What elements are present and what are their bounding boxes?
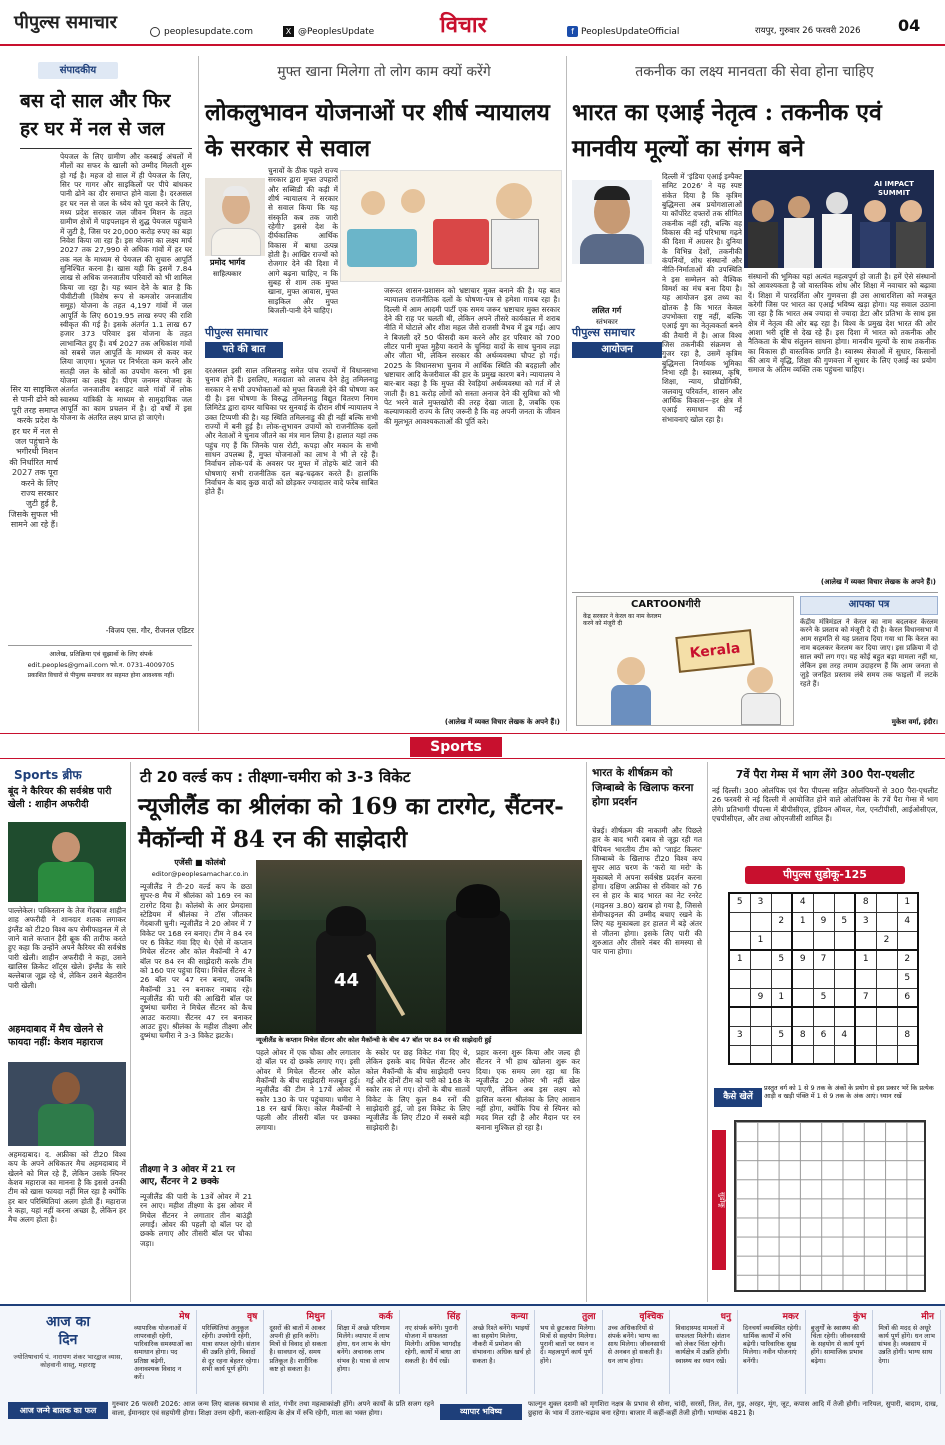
sudoku-cell	[855, 931, 876, 950]
brief2-headline: अहमदाबाद में मैच खेलने से फायदा नहीं: केशव महाराज	[8, 1024, 103, 1048]
rashi-text: परिस्थितियां अनुकूल रहेंगी। उपयोगी रहेगी, यात्रा सफल रहेगी। संतान की उन्नति होगी, विवादों से दूर रहना बेहतर रहेगा। सभी कार्य पूर्ण होंगे।	[201, 1324, 260, 1373]
cartoon-sign	[675, 629, 754, 673]
ai-summit-caption: AI IMPACT SUMMIT	[874, 180, 914, 197]
rashi-text: बुजुर्गों के स्वास्थ्य की चिंता रहेगी। जीवनसाथी के सहयोग से कार्य पूर्ण होंगे। सामाजिक प्रभाव बढ़ेगा।	[810, 1324, 866, 1365]
rashi-text: भय से छुटकारा मिलेगा। मित्रों से सहयोग मिलेगा। पुरानी बातों पर ध्यान न दें। महत्वपूर्ण कार्य पूर्ण होंगे।	[540, 1324, 597, 1365]
sudoku-cell	[729, 912, 750, 931]
sudoku-cell	[771, 931, 792, 950]
sudoku-cell: 9	[792, 950, 813, 969]
editorial-body: पेयजल के लिए ग्रामीण और कस्बाई अंचलों में मीलों का सफर के खाली को उम्मीद मिलती शुरू हो गई है। महज दो साल में ही पेयजल के लिए, सिर पर गागर और साइकिलों पर पीपे बांधकर पानी ढोने का दौर समाप्त होने वाला है। दरअसल हर घर नल से जल के ध्येय को पूरा करने के लिए, मध्य प्रदेश सरकार जल जीवन मिशन के तहत ग्रामीण क्षेत्रों में पाइपलाइन से शुद्ध पेयजल पहुंचाने में जुटी है, जिस पर 20,000 करोड़ रुपए का बड़ा निवेश किया जा रहा है। इस योजना का लक्ष्य मार्च 2027 तक 27,990 से अधिक गांवों में हर घर तक नल के माध्यम से पेयजल की सुचारु आपूर्ति सुनिश्चित करना है। खास यही कि इसमें 7.84 लाख से अधिक जनजातीय परिवारों को भी शामिल किया जा रहा है। यह ध्यान देने के बात है कि पीवीटीजी (विशेष रूप से कमजोर जनजातीय समूह) योजना के तहत 4,197 गांवों में जल आपूर्ति के लिए 6019.95 लाख रुपए की राशि स्वीकृत की गई है। इसके अंतर्गत 1.1 लाख 67 हजार 373 परिवार इस योजना के तहत लाभान्वित हुए हैं। वर्ष 2027 तक अधिकांश गांवों को सबसे जल आपूर्ति के माध्यम से कवर कर लिया जाएगा। भूजल पर निर्भरता कम करने और सतही जल के स्रोतों का उपयोग करना भी इस योजना का लक्ष्य है। पीएम जनमन योजना के अंतर्गत जनजातीय बसाहट वाले गांवों में लोक स्वास्थ्य यांत्रिकी के माध्यम से सामुदायिक जल आपूर्ति का काम प्रचलन में है। दो वर्षों में इस योजना के अंतरित लक्ष्य प्राप्त हो जाएंगे।	[60, 152, 192, 423]
rashi-name: कर्क	[378, 1312, 393, 1322]
sudoku-cell: 1	[771, 988, 792, 1007]
cartoon-box	[576, 596, 794, 726]
sudoku-cell	[792, 931, 813, 950]
facebook-icon: f	[567, 26, 578, 37]
sudoku-cell: 1	[897, 893, 918, 912]
rashi-text: व्यापारिक योजनाओं में लापरवाही रहेगी, पारिवारिक समस्याओं का समाधान होगा। पद प्रतिष्ठा बढ़ेगी, अनावश्यक विवाद न करें।	[134, 1324, 193, 1381]
sudoku-cell	[813, 893, 834, 912]
sudoku-row	[729, 912, 918, 931]
sudoku-cell	[855, 969, 876, 988]
horoscope-title-box	[8, 1314, 128, 1392]
ai-summit-photo	[744, 170, 934, 268]
sports-col4: के स्कोर पर छह विकेट गंवा दिए थे, लेकिन इसके बाद मिचेल सैंटनर और कोल मैकॉन्ची के बीच साझेदारी पनप गई और दोनों टीम को पारी को 168 के स्कोर तक ले गए। दोनों के बीच सातवें विकेट के लिए कुल 84 रनों की साझेदारी हुई, जो इस विकेट के लिए न्यूजीलैंड के लिए टी20 में सबसे बड़ी साझेदारी है।	[366, 1048, 470, 1132]
sudoku-cell	[729, 988, 750, 1007]
sudoku-cell: 1	[750, 931, 771, 950]
sudoku-cell	[834, 931, 855, 950]
rashi-name: मिथुन	[306, 1312, 325, 1322]
sudoku-cell	[834, 988, 855, 1007]
sudoku-cell: 3	[855, 912, 876, 931]
sudoku-cell	[834, 1007, 855, 1026]
sudoku-cell: 7	[855, 988, 876, 1007]
brief1-body: पाल्लेकेल। पाकिस्तान के तेज गेंदबाज शाहीन शाह अफरीदी ने शानदार शतक लगाकर इंग्लैंड को टी20 विश्व कप सेमीफाइनल में ले जाने वाले कप्तान हैरी ब्रूक की तारीफ करते हुए कहा कि उन्होंने अपने कैरियर की सर्वश्रेष्ठ पारी खेली। शाहीन अफरीदी ने कहा, उसने खालिस क्रिकेट शॉट्स खेले। इंग्लैंड के सारे बल्लेबाज जूझ रहे थे, लेकिन उसने बेहतरीन पारी खेली।	[8, 906, 126, 990]
rashi-text: उच्च अधिकारियों से संपर्क बनेंगे। भाग्य का साथ मिलेगा। जीवनसाथी से अनबन हो सकती है। धन लाभ होगा।	[607, 1324, 666, 1365]
sudoku-cell: 8	[792, 1026, 813, 1045]
sudoku-cell: 5	[729, 893, 750, 912]
rashi-text: दिनचर्या व्यवस्थित रहेगी। धार्मिक कार्यों में रुचि बढ़ेगी। पारिवारिक सुख मिलेगा। नवीन योजनाएं बनेंगी।	[743, 1324, 801, 1365]
brief1-headline: बूंद ने कैरियर की सर्वश्रेष्ठ पारी खेली : शाहीन अफरीदी	[8, 786, 112, 810]
rashi-text: मित्रों की मदद से अधूरे कार्य पूर्ण होंगे। धन लाभ संभव है। व्यवसाय में उन्नति होगी। भाग्य साथ देगा।	[878, 1324, 935, 1365]
sudoku-cell	[771, 1007, 792, 1026]
how-to-title: कैसे खेलें	[714, 1088, 762, 1107]
masthead-facebook: PeoplesUpdateOfficial	[581, 27, 680, 37]
rashi-name: वृश्चिक	[639, 1312, 664, 1322]
rashi-name: कन्या	[510, 1312, 528, 1322]
masthead-twitter: @PeoplesUpdate	[298, 27, 375, 37]
sudoku-cell	[897, 1045, 918, 1064]
masthead	[0, 0, 945, 46]
sudoku-cell	[792, 1007, 813, 1026]
astrologer: ज्योतिषाचार्य पं. नारायण शंकर भारद्वाज व्यास, कोहवानी वास्तु, महाराष्ट्र	[13, 1353, 123, 1370]
editorial-pullquote: सिर या साइकिल से पानी ढोने को पूरी तरह समाप्त करके प्रदेश के हर घर में नल से जल पहुंचाने के भगीरथी मिशन की निर्धारित मार्च 2027 तक पूरा करने के लिए राज्य सरकार जुटी हुई है, जिसके सुफल भी सामने आ रहे हैं।	[8, 385, 58, 530]
cartoon-caption: केंद्र सरकार ने केरल का नाम केरलम करने को मंजूरी दी	[583, 613, 662, 628]
cricket-photo-caption: न्यूजीलैंड के कप्तान मिचेल सेंटनर और कोल मैकॉन्ची के बीच 47 बॉल पर 84 रन की साझेदारी हुई	[256, 1036, 492, 1044]
sudoku-cell	[729, 1007, 750, 1026]
column-badge	[205, 326, 283, 362]
cricket-photo: 44	[256, 860, 582, 1034]
rashi-cell	[333, 1310, 400, 1394]
masthead-website: peoplesupdate.com	[164, 27, 253, 37]
sudoku-cell	[876, 1026, 897, 1045]
x-icon: X	[283, 26, 294, 37]
sudoku-cell: 3	[729, 1026, 750, 1045]
rashi-cell	[874, 1310, 941, 1394]
editorial-byline: -विजय एस. गौर, रीजनल एडिटर	[105, 626, 194, 635]
sudoku-cell: 5	[834, 912, 855, 931]
sudoku-cell	[771, 969, 792, 988]
sudoku-cell: 3	[750, 893, 771, 912]
sports-col3: पहले ओवर में एक चौका और लगातार दो बॉल पर दो छक्के लगाए गए। इसी ओवर में मिचेल सैंटनर और कोल मैकॉन्ची के बीच साझेदारी मजबूत हुई। न्यूजीलैंड की टीम ने 17वें ओवर में स्कोर 130 के पार पहुंचाया। चमीरा ने 18 रन खर्च किए। कोल मैकॉन्ची ने पहली और तीसरी बॉल पर छक्का लगाया।	[256, 1048, 360, 1132]
rashi-name: धनु	[720, 1312, 731, 1322]
brief2-body: अहमदाबाद। द. अफ्रीका को टी20 विश्व कप के अपने अधिकतर मैच अहमदाबाद में खेलने को मिल रहे हैं, लेकिन उसके स्पिनर केशव महाराज का मानना है कि इससे उनकी टीम को खास फायदा नहीं मिल रहा है क्योंकि हर बार परिस्थितियां अलग होती हैं। महाराज ने कहा, यहां नहीं करना अच्छा है, लेकिन हर मैच अलग होता है।	[8, 1150, 126, 1225]
rashi-cell	[807, 1310, 874, 1394]
sudoku-row	[729, 988, 918, 1007]
sudoku-cell	[834, 969, 855, 988]
afridi-photo	[8, 822, 126, 902]
sudoku-cell: 5	[897, 969, 918, 988]
sudoku-cell: 9	[750, 988, 771, 1007]
sudoku-cell	[750, 1007, 771, 1026]
sudoku-cell: 2	[876, 931, 897, 950]
sudoku-cell: 8	[855, 893, 876, 912]
sudoku-cell	[813, 1045, 834, 1064]
sudoku-cell	[876, 1045, 897, 1064]
section-title: विचार	[440, 13, 487, 38]
article1-illustration	[340, 170, 562, 282]
sudoku-cell	[855, 1007, 876, 1026]
sudoku-cell: 1	[729, 950, 750, 969]
rashi-cell	[401, 1310, 468, 1394]
author2-role: स्तंभकार	[596, 318, 618, 326]
article2-closing: (आलेख में व्यक्त विचार लेखक के अपने हैं।)	[820, 578, 936, 586]
letters-body: केंद्रीय मंत्रिमंडल ने केरल का नाम बदलकर केरलम करने के प्रस्ताव को मंजूरी दे दी है। केरल विधानसभा में आम सहमति से यह प्रस्ताव दिया गया था कि केरल का नाम बदलकर केरलम कर दिया जाए। इस प्रक्रिया में दो साल क्यों लग गए। यह कोई बहुत बड़ा मामला नहीं था, लेकिन इस तरह तमाम उदाहरण हैं कि आम जनता से जुड़े जनहित प्रस्ताव लंबे समय तक फाइलों में लटके रहते हैं।	[800, 617, 938, 689]
sudoku-cell: 6	[897, 988, 918, 1007]
sudoku-row	[729, 969, 918, 988]
sudoku-cell: 4	[897, 912, 918, 931]
sudoku-cell	[834, 1045, 855, 1064]
rashi-name: तुला	[582, 1312, 596, 1322]
sports-banner: Sports	[410, 737, 502, 757]
sudoku-cell	[876, 950, 897, 969]
sudoku-row	[729, 1026, 918, 1045]
author1-role: साहित्यकार	[213, 270, 242, 278]
para-headline: 7वें पैरा गेम्स में भाग लेंगे 300 पैरा-एथलीट	[735, 768, 915, 781]
letters-title: आपका पत्र	[800, 596, 938, 615]
sudoku-cell	[834, 893, 855, 912]
sudoku-cell	[750, 912, 771, 931]
sudoku-cell: 2	[771, 912, 792, 931]
rashi-text: अच्छे रिश्ते बनेंगे। भाइयों का सहयोग मिलेगा, नौकरी में प्रमोशन की संभावना। अधिक खर्च हो सकता है।	[472, 1324, 531, 1365]
sudoku-cell	[876, 988, 897, 1007]
rashi-cell	[604, 1310, 671, 1394]
article1-col1-intro: चुनावों के ठीक पहले राज्य सरकार द्वारा मुफ्त उपहारों और सब्सिडी की कड़ी में शीर्ष न्यायालय ने सरकार से सवाल किया कि यह संस्कृति कब तक जारी रहेगी? इससे देश के दीर्घकालिक आर्थिक विकास में बाधा उत्पन्न होती है। आखिर राज्यों को रोजगार देने की दिशा में आगे बढ़ना चाहिए, न कि सुबह से शाम तक मुफ्त खाना, मुफ्त आवास, मुफ्त साइकिल और मुफ्त बिजली-पानी देने चाहिए।	[268, 166, 338, 315]
rashi-name: वृष	[247, 1312, 258, 1322]
how-to-text: प्रस्तुत वर्ग को 1 से 9 तक के अंकों के प्रयोग से इस प्रकार भरें कि प्रत्येक आड़ी व खड़ी पंक्ति में 1 से 9 तक के अंक आएं। ध्यान रखें	[764, 1084, 934, 1101]
sudoku-grid-main	[728, 892, 919, 1065]
cartoon-title: CARTOONगीरी	[631, 599, 701, 610]
editorial-tag: संपादकीय	[38, 62, 118, 79]
column-brand: पीपुल्स समाचार	[205, 326, 268, 339]
sudoku-cell: 1	[792, 912, 813, 931]
article1-col2-body: जरूरत शासन-प्रशासन को भ्रष्टाचार मुक्त बनाने की है। यह बात न्यायालय राजनीतिक दलों के घोषणा-पत्र से हमेशा गायब रहा है। दिल्ली में आम आदमी पार्टी एक समय जरूर भ्रष्टाचार मुक्त सरकार देने की राह पर चलती थी, लेकिन अपने तीसरे कार्यकाल में शराब नीति में घोटाले और शीश महल जैसे राजसी वैभव में डूब गई। आप ने बिजली दरें 50 फीसदी कम करने और हर परिवार को 700 लीटर पानी मुफ्त मुहैया कराने के चुनिंदा वादों के साथ चुनाव लड़ा और जीता भी, लेकिन सरकार की अर्थव्यवस्था चौपट हो गई। 2025 के विधानसभा चुनाव में आर्थिक स्थिति की बदहाली और भ्रष्टाचार आदि केजरीवाल की हार के प्रमुख कारण बने। न्यायालय ने बार-बार कहा है कि मुफ्त की रेवड़ियां अर्थव्यवस्था को गर्त में ले जाती हैं। 81 करोड़ लोगों को सस्ता अनाज देने की सुविधा को भी पेट भरने वाले मुफ्तखोरी की तरह देखा जाता है, जबकि एक कल्याणकारी राज्य के लिए जरूरी है कि वह अपनी जनता के जीवन की मूलभूत आवश्यकताओं की पूर्ति करे।	[384, 286, 560, 426]
rashi-name: कुंभ	[853, 1312, 867, 1322]
sudoku-cell	[729, 1045, 750, 1064]
horoscope-title-1: आज का	[46, 1314, 90, 1330]
sudoku-cell: 1	[855, 950, 876, 969]
rashi-text: दूसरों की बातों में आकर अपनी ही हानि करेंगे। मित्रों से विवाद हो सकता है। सावधान रहें, समय प्रतिकूल है। शारीरिक कष्ट हो सकता है।	[269, 1324, 327, 1373]
sports-main-body: न्यूजीलैंड ने टी-20 वर्ल्ड कप के छठा सुपर-8 मैच में श्रीलंका को 169 रन का टारगेट दिया है। कोलंबो के आर प्रेमदासा स्टेडियम में श्रीलंका ने टॉस जीतकर गेंदबाजी चुनी। न्यूजीलैंड ने 20 ओवर में 7 विकेट पर 168 रन बनाए। टीम ने 84 रन पर 6 विकेट गंवा दिए थे। ऐसे में कप्तान मिचेल सेंटनर और कोल मैकॉन्ची ने 47 बॉल पर 84 रन की साझेदारी करके टीम को 160 पार पहुंचा दिया। मिचेल सैंटनर ने 26 बॉल पर 47 रन बनाए, जबकि मैकॉन्ची 31 रन बनाकर नाबाद रहे। न्यूजीलैंड की पारी की आखिरी बॉल पर दुष्मंथा चमीरा ने मिचेल सैंटनर को कैच आउट कराया। सैंटनर 47 रन बनाकर आउट हुए। श्रीलंका के महीश तीक्ष्णा और दुष्मंथा चमीरा ने 3-3 विकेट झटके।	[140, 882, 252, 1041]
author1-photo	[205, 178, 265, 256]
sudoku-cell: 4	[834, 1026, 855, 1045]
column2-brand: पीपुल्स समाचार	[572, 326, 635, 339]
sudoku-cell	[855, 1045, 876, 1064]
sudoku-cell	[897, 931, 918, 950]
sudoku-cell: 5	[813, 988, 834, 1007]
author2-name: ललित गर्ग	[592, 306, 622, 315]
sudoku-side-label: सुडोकू	[712, 1130, 726, 1270]
sports-banner-rule	[0, 733, 945, 759]
sudoku-cell	[792, 988, 813, 1007]
sudoku-cell	[876, 969, 897, 988]
sudoku-cell: 9	[813, 912, 834, 931]
birthday-text: गुरुवार 26 फरवरी 2026: आज जन्म लिए बालक स्वभाव से शांत, गंभीर तथा महत्वाकांक्षी होंगे। अपने कार्यों के प्रति सजग रहने वाला, ईमानदार एवं सहयोगी होगा। शिक्षा उत्तम रहेगी, कला-साहित्य के क्षेत्र में रुचि रहेगी, माता का भक्त होगा।	[112, 1400, 434, 1417]
contact-email: edit.peoples@gmail.com फो.न. 0731-4009705	[27, 661, 175, 669]
sudoku-cell: 5	[771, 1026, 792, 1045]
sports-sub-body: न्यूजीलैंड की पारी के 13वें ओवर में 21 रन आए। महीश तीक्ष्णा के इस ओवर में मिचेल सैंटनर ने लगातार तीन बाउंड्री लगाईं। ओवर की पहली दो बॉल पर दो छक्के लगाए और तीसरी बॉल पर चौका जड़ा।	[140, 1192, 252, 1248]
sudoku-title-text: पीपुल्स सुडोकू-125	[783, 868, 867, 881]
article1-headline: लोकलुभावन योजनाओं पर शीर्ष न्यायालय के सरकार से सवाल	[205, 99, 550, 162]
rashi-text: नए संपर्क बनेंगे। पुरानी योजना में सफलता मिलेगी। अधिक भागदौड़ रहेगी, कार्यों में बाधा आ सकती है। धैर्य रखें।	[404, 1324, 461, 1365]
sudoku-cell	[813, 1007, 834, 1026]
article1-col1-body: दरअसल इसी साल तमिलनाडु समेत पांच राज्यों में विधानसभा चुनाव होने हैं। इसलिए, मतदाता को लालच देने हेतु तमिलनाडु सरकार ने सभी उपभोक्ताओं को मुफ्त बिजली देने की घोषणा कर दी है। इस घोषणा के विरुद्ध तमिलनाडु विद्युत वितरण निगम लिमिटेड द्वारा दायर याचिका पर सुनवाई के दौरान शीर्ष न्यायालय ने उक्त टिप्पणी की है। यह स्थिति तमिलनाडु की ही नहीं बल्कि सभी राज्यों में बनी हुई है। लोक-लुभावन उपायों को राजनीतिक दलों और नेताओं ने चुनाव जीतने का मंत्र मान लिया है। हालात यहां तक पहुंच गए हैं कि जिनके पास रोटी, कपड़ा और मकान के सभी साधन उपलब्ध हैं, मुफ्त योजनाओं का लाभ वे भी ले रहे हैं। निर्वाचन लोक-पर्व के अवसर पर मुफ्त में तोहफे बांटे जाने की घोषणाएं सभी राजनीतिक दल बढ़-चढ़कर करते हैं। हालांकि निर्वाचन के बाद कुछ वादों को छोड़कर ज्यादातर वादे फरेब साबित होते हैं।	[205, 366, 378, 497]
rashi-name: सिंह	[447, 1312, 461, 1322]
sudoku-blank-grid	[734, 1120, 926, 1292]
sudoku-row	[729, 893, 918, 912]
cartoon-sign-text: Kerala	[688, 640, 742, 662]
sudoku-cell	[750, 969, 771, 988]
birthday-label: आज जन्मे बालक का फल	[8, 1402, 108, 1419]
rashi-name: मकर	[782, 1312, 799, 1322]
maharaj-photo	[8, 1062, 126, 1146]
rashi-text: शिक्षा में अच्छे परिणाम मिलेंगे। व्यापार में लाभ होगा, धन लाभ के योग बनेंगे। अचानक लाभ संभव है। यात्रा से लाभ होगा।	[337, 1324, 391, 1373]
article2-col2-body: संस्थानों की भूमिका यहां अत्यंत महत्वपूर्ण हो जाती है। हमें ऐसे संस्थानों को आवश्यकता है जो वास्तविक शोध और शिक्षा में नवाचार को बढ़ावा दें। शिक्षा में पारदर्शिता और गुणवत्ता ही उस आधारशिला को मजबूत करेगी जिस पर भारत का एआई भविष्य खड़ा होगा। यह सवाल उठाना जा रहा है कि भारत अब ज्यादा से ज्यादा डेटा और प्रतिभा के साथ इस क्षेत्र में नेतृत्व की ओर बढ़ रहा है। विश्व के प्रमुख देश भारत की ओर आशा भरी दृष्टि से देख रहे हैं। इस दिशा में भारत को तकनीक और नैतिकता के बीच संतुलन साधना होगा। मानवीय मूल्यों के साथ तकनीक का विकास ही वास्तविक प्रगति है। स्वास्थ्य सेवाओं में सुधार, किसानों की आय में वृद्धि, शिक्षा की गुणवत्ता में सुधार के लिए एआई का प्रयोग समाज के अंतिम व्यक्ति तक पहुंचना चाहिए।	[748, 272, 936, 375]
author2-photo	[572, 180, 652, 264]
sudoku-cell	[855, 1026, 876, 1045]
rashi-name: मीन	[921, 1312, 934, 1322]
sudoku-cell	[792, 969, 813, 988]
article2-headline: भारत का एआई नेतृत्व : तकनीक एवं मानवीय मूल्यों का संगम बने	[572, 99, 882, 162]
sports-subhead: तीक्ष्णा ने 3 ओवर में 21 रन आए, सैंटनर ने 2 छक्के	[140, 1165, 235, 1188]
sports-col5: प्रहार करना शुरू किया और जल्द ही सैंटनर ने भी हाथ खोलना शुरू कर दिया। एक समय लग रहा था कि न्यूजीलैंड 20 ओवर भी नहीं खेल पाएगी, लेकिन अब इस लक्ष्य को हासिल करना श्रीलंका के लिए आसान नहीं होगा, क्योंकि पिच से स्पिनर को मदद मिल रही है और मैदान पर रन बनाना मुश्किल हो रहा है।	[476, 1048, 580, 1132]
sudoku-cell: 4	[792, 893, 813, 912]
rashi-cell	[265, 1310, 332, 1394]
sudoku-cell	[750, 1045, 771, 1064]
sudoku-cell: 8	[897, 1026, 918, 1045]
sudoku-cell: 6	[813, 1026, 834, 1045]
sudoku-row	[729, 931, 918, 950]
sudoku-cell	[750, 1026, 771, 1045]
rashi-cell	[468, 1310, 535, 1394]
rashi-cell	[130, 1310, 197, 1394]
letters-sender: मुकेश वर्मा, इंदौर।	[891, 717, 938, 726]
sudoku-cell	[876, 893, 897, 912]
sudoku-cell	[771, 1045, 792, 1064]
article2-col1-body: दिल्ली में 'इंडिया एआई इम्पैक्ट समिट 2026' ने यह स्पष्ट संकेत दिया है कि कृत्रिम बुद्धिमत्ता अब प्रयोगशालाओं या कॉर्पोरेट दफ्तरों तक सीमित तकनीक नहीं रही, बल्कि वह विकास की नई परिभाषा गढ़ने की दिशा में अग्रसर है। दुनिया के विभिन्न देशों, तकनीकी कंपनियों, शोध संस्थानों और नीति-निर्माताओं की उपस्थिति ने इस सम्मेलन को वैश्विक विमर्श का मंच बना दिया है। यह आयोजन इस तथ्य का द्योतक है कि भारत केवल उपभोक्ता राष्ट्र नहीं, बल्कि एआई युग का नेतृत्वकर्ता बनने की तैयारी में है। आज विश्व जिस तकनीकी संक्रमण से गुजर रहा है, उसमें कृत्रिम बुद्धिमत्ता निर्णायक भूमिका निभा रही है। स्वास्थ्य, कृषि, शिक्षा, न्याय, प्रौद्योगिकी, जलवायु परिवर्तन, शासन और आर्थिक विकास—हर क्षेत्र में एआई समाधान की नई संभावनाएं खोल रहा है।	[662, 172, 742, 424]
sudoku-cell	[750, 950, 771, 969]
sudoku-table	[728, 892, 919, 1065]
column-name: पते की बात	[205, 342, 283, 359]
dateline: रायपुर, गुरुवार 26 फरवरी 2026	[755, 26, 861, 36]
zim-body: चेन्नई। शीर्षक्रम की नाकामी और पिछले हार के बाद भारी दबाव से जूझ रही गत चैंपियन भारतीय टीम को 'जाइंट किलर' जिम्बाब्वे के खिलाफ टी20 विश्व कप सुपर आठ चरण के 'करो या मरो' के मुकाबले में अपना सर्वश्रेष्ठ प्रदर्शन करना होगा। दक्षिण अफ्रीका से रविवार को 76 रन से हार के बाद भारत का नेट रनरेट (माइनस 3.80) खराब हो गया है, जिससे सेमीफाइनल की उम्मीद बचाए रखने के लिए यह मुकाबला हर हालत में बड़े अंतर से जीतना होगा। इसके लिए पारी की शुरुआत और तीसरे नंबर की समस्या से पार पाना होगा।	[592, 826, 702, 957]
sudoku-cell: 5	[771, 950, 792, 969]
horoscope-title-2: दिन	[58, 1331, 78, 1348]
sports-brief-title: Sports ब्रीफ	[14, 768, 82, 782]
sudoku-cell	[771, 893, 792, 912]
masthead-brand: पीपुल्स समाचार	[14, 12, 117, 33]
sports-email: editor@peoplesamachar.co.in	[151, 870, 249, 878]
disclaimer: प्रकाशित विचारों से पीपुल्स समाचार का सहमत होना आवश्यक नहीं।	[27, 672, 175, 679]
column-badge-2	[572, 326, 662, 362]
rashi-cell	[671, 1310, 738, 1394]
globe-icon	[150, 27, 160, 37]
rashi-cell	[536, 1310, 603, 1394]
column2-name: आयोजन	[572, 342, 662, 359]
rashi-text: विवादास्पद मामलों में सफलता मिलेगी। संतान को लेकर चिंता रहेगी। कार्यक्षेत्र में उन्नति होगी। स्वास्थ्य का ध्यान रखें।	[675, 1324, 730, 1365]
sudoku-row	[729, 1045, 918, 1064]
letters-box	[800, 596, 938, 726]
sudoku-row	[729, 1007, 918, 1026]
sudoku-cell	[876, 1007, 897, 1026]
rashi-name: मेष	[179, 1312, 190, 1322]
sudoku-cell	[729, 969, 750, 988]
sudoku-cell	[897, 1007, 918, 1026]
article2-kicker: तकनीक का लक्ष्य मानवता की सेवा होना चाहिए	[635, 64, 874, 80]
business-text: फाल्गुन शुक्ल दशमी को मृगशिरा नक्षत्र के प्रभाव से सोना, चांदी, सरसों, तिल, तेल, गुड़, अरहर, मूंग, जूट, कपास आदि में तेजी होगी। नारियल, सुपारी, बादाम, दाख, छुहारा के भाव में उतार-चढ़ाव बना रहेगा। बाजार में कहीं-कहीं तेजी होगी। भाग्यांक 4821 है।	[528, 1400, 938, 1417]
sports-headline: न्यूजीलैंड का श्रीलंका को 169 का टारगेट, सैंटनर-मैकॉन्ची में 84 रन की साझेदारी	[138, 793, 564, 854]
rashi-row	[130, 1310, 942, 1396]
rashi-cell	[739, 1310, 806, 1394]
para-body: नई दिल्ली। 300 ओलंपिक एवं पैरा पीपल्स सहित ओलंपियनों से 300 पैरा-एथलीट 26 फरवरी से नई दिल्ली में आयोजित होने वाले ओलंपिक्स के 7वें पैरा गेम्स में भाग लेंगे। प्रतिभागी पीपल्स में बीपीसीएल, इंडियन ऑयल, गेल, एनटीपीसी, आईओसीएल, एचपीसीएल, और तथा ओएनजीसी शामिल हैं।	[712, 786, 938, 823]
sudoku-cell	[813, 969, 834, 988]
sudoku-row	[729, 950, 918, 969]
sudoku-cell	[876, 912, 897, 931]
rashi-cell	[198, 1310, 265, 1394]
sudoku-cell	[834, 950, 855, 969]
sudoku-cell	[813, 931, 834, 950]
article1-closing: (आलेख में व्यक्त विचार लेखक के अपने हैं।)	[444, 718, 560, 726]
contact-line: आलेख, प्रतिक्रिया एवं सुझावों के लिए संपर्क	[49, 650, 153, 658]
editorial-headline: बस दो साल और फिर हर घर में नल से जल	[20, 90, 171, 140]
author1-name: प्रमोद भार्गव	[210, 258, 246, 267]
sports-kicker: टी 20 वर्ल्ड कप : तीक्ष्णा-चमीरा को 3-3 विकेट	[140, 768, 411, 786]
sudoku-cell: 2	[897, 950, 918, 969]
sports-agency: एजेंसी ■ कोलंबो	[174, 858, 226, 867]
zim-headline: भारत के शीर्षक्रम को जिम्बाब्वे के खिलाफ करना होगा प्रदर्शन	[592, 767, 694, 809]
article1-kicker: मुफ्त खाना मिलेगा तो लोग काम क्यों करेंगे	[277, 64, 491, 80]
sudoku-cell	[792, 1045, 813, 1064]
sudoku-cell	[729, 931, 750, 950]
business-label: व्यापार भविष्य	[440, 1404, 522, 1420]
sudoku-cell: 7	[813, 950, 834, 969]
page-number: 04	[898, 16, 921, 35]
